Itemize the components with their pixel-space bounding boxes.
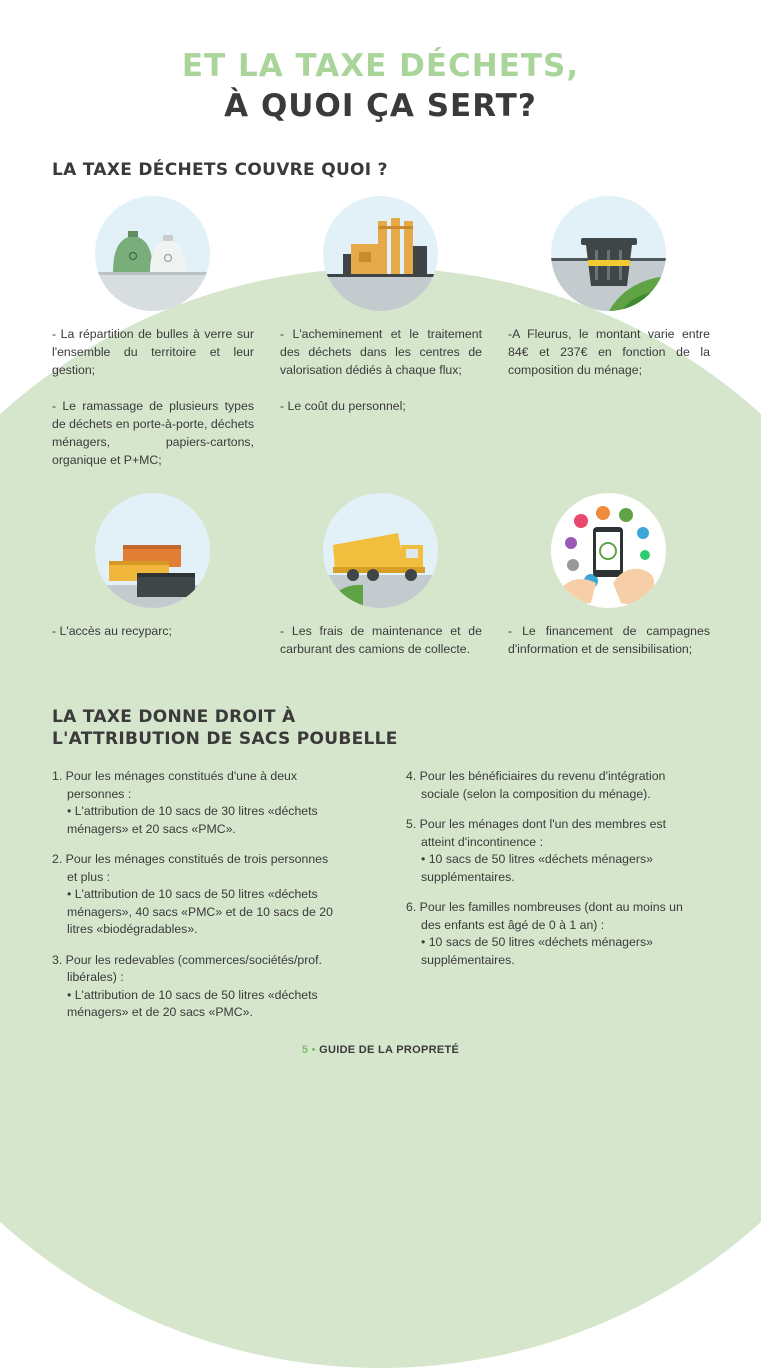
footer-label: GUIDE DE LA PROPRETÉ: [319, 1044, 460, 1056]
item2-text: - L'acheminement et le traitement des déchets dans les centres de valorisation dédiés à chaque flux; - Le coût du personnel;: [280, 327, 482, 413]
item1-text: - La répartition de bulles à verre sur l'ensemble du territoire et leur gestion; - Le ramassage de plusieurs types de déchets en porte-à-porte, déchets ménagers, papiers-cartons, organique et P+MC;: [52, 327, 254, 467]
list-item-6: 6. Pour les familles nombreuses (dont au moins un des enfants est âgé de 0 à 1 an) : • 10 sacs de 50 litres «déchets ménagers» supplémentaires.: [406, 900, 683, 967]
item5-text: - Les frais de maintenance et de carburant des camions de collecte.: [280, 624, 482, 656]
page-title-line2: À QUOI ÇA SERT?: [224, 88, 537, 124]
section1-heading: LA TAXE DÉCHETS COUVRE QUOI ?: [52, 160, 388, 180]
page-title-line1: ET LA TAXE DÉCHETS,: [181, 48, 580, 84]
page-number: 5: [301, 1044, 309, 1056]
trash-bin-icon: [551, 196, 666, 311]
processing-plant-icon: [323, 196, 438, 311]
list-item-1: 1. Pour les ménages constitués d'une à deux personnes : • L'attribution de 10 sacs de 30 litres «déchets ménagers» et 20 sacs «PMC».: [52, 769, 318, 836]
list-item-5: 5. Pour les ménages dont l'un des membres est atteint d'incontinence : • 10 sacs de 50 litres «déchets ménagers» supplémentaires.: [406, 817, 667, 884]
left-list: [52, 768, 372, 1022]
list-item-2: 2. Pour les ménages constitués de trois personnes et plus : • L'attribution de 10 sacs de 50 litres «déchets ménagers», 40 sacs «PMC» et de 10 sacs de 20 litres «biodégradables».: [52, 852, 333, 936]
garbage-truck-icon: [323, 493, 438, 608]
right-list: [406, 768, 726, 969]
section2-heading: LA TAXE DONNE DROIT À L'ATTRIBUTION DE SACS POUBELLE: [52, 707, 398, 749]
footer-separator: •: [311, 1044, 316, 1056]
page-footer: [0, 1044, 761, 1056]
smartphone-campaign-icon: [551, 493, 666, 608]
list-item-3: 3. Pour les redevables (commerces/sociétés/prof. libérales) : • L'attribution de 10 sacs de 50 litres «déchets ménagers» et de 20 sacs «PMC».: [52, 952, 322, 1019]
item4-text: - L'accès au recyparc;: [52, 624, 172, 638]
glass-bubbles-icon: [95, 196, 210, 311]
item6-text: - Le financement de campagnes d'information et de sensibilisation;: [508, 624, 710, 656]
item3-text: -A Fleurus, le montant varie entre 84€ et 237€ en fonction de la composition du ménage;: [508, 327, 710, 377]
list-item-4: 4. Pour les bénéficiaires du revenu d'intégration sociale (selon la composition du ménage).: [406, 769, 666, 801]
recyparc-containers-icon: [95, 493, 210, 608]
